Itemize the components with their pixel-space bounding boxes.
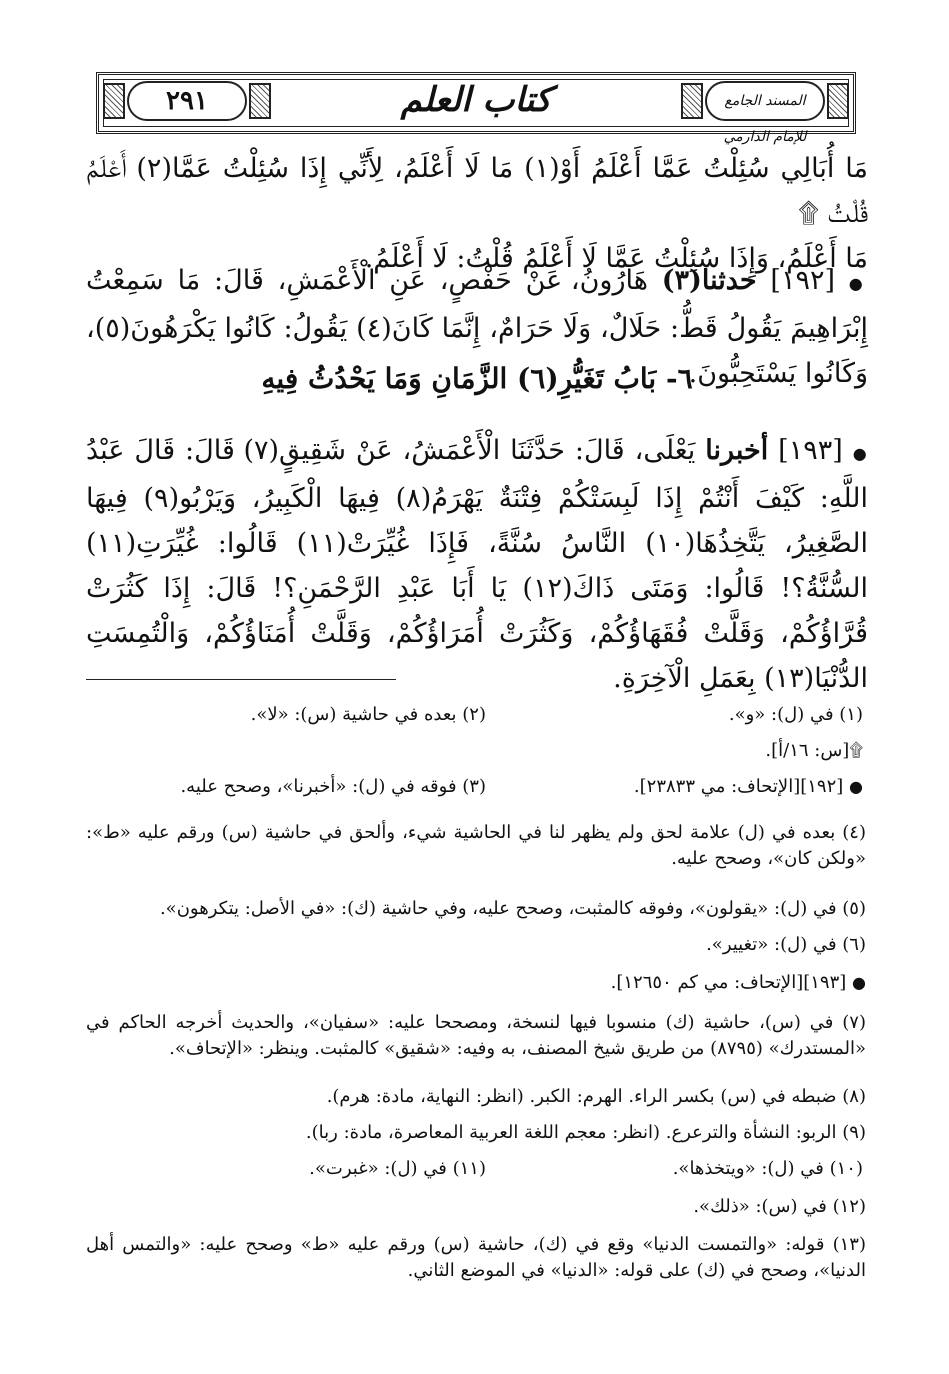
ornament-icon xyxy=(827,83,849,119)
publisher-seal: المسند الجامع للإمام الدارمي xyxy=(705,81,825,121)
ornament-icon xyxy=(681,83,703,119)
chain-verb: أخبرنا xyxy=(705,435,769,466)
footnote-2: (٢) بعده في حاشية (س): «لا». xyxy=(250,704,486,725)
page-header xyxy=(96,72,856,145)
hadith-number: [١٩٢] xyxy=(770,265,835,296)
footnote-13: (١٣) قوله: «والتمست الدنيا» وقع في (ك)، حاشية (س) ورقم عليه «ط» وصحح عليه: «والتمس أهل الدنيا»، وصحح في (ك) على قوله: «الدنيا» في الموضع الثاني. xyxy=(86,1234,866,1281)
chapter-heading: ٦- بَابُ تَغَيُّرِ(٦) الزَّمَانِ وَمَا يَحْدُثُ فِيهِ xyxy=(261,362,693,395)
text-line: مَا أَعْلَمُ، وَإِذَا سُئِلْتُ عَمَّا لَا أَعْلَمُ قُلْتُ: لَا أَعْلَمُ. xyxy=(364,243,868,274)
footnote-1: (١) في (ل): «و». xyxy=(728,704,863,725)
hadith-number: [١٩٣] xyxy=(778,435,843,466)
chain-verb: حدثنا(٣) xyxy=(661,265,757,296)
bullet-icon: ● xyxy=(852,444,868,463)
footnote-11: (١١) في (ل): «غبرت». xyxy=(309,1158,486,1179)
bullet-icon: ● xyxy=(848,274,868,293)
hadith-text: يَعْلَى، قَالَ: حَدَّثَنَا الْأَعْمَشُ، عَنْ شَقِيقٍ(٧) قَالَ: قَالَ عَبْدُ اللَّهِ: كَيْفَ أَنْتُمْ إِذَا لَبِسَتْكُمْ فِتْنَةٌ يَهْرَمُ(٨) فِيهَا الْكَبِيرُ، وَيَرْبُو(٩) فِيهَا الصَّغِيرُ، يَتَّخِذُهَا(١٠) النَّاسُ سُنَّةً، فَإِذَا غُيِّرَتْ(١١) قَالُوا: غُيِّرَتِ(١١) السُّنَّةُ؟! قَالُوا: وَمَتَى ذَاكَ(١٢) يَا أَبَا عَبْدِ الرَّحْمَنِ؟! قَالَ: إِذَا كَثُرَتْ قُرَّاؤُكُمْ، وَقَلَّتْ فُقَهَاؤُكُمْ، وَكَثُرَتْ أُمَرَاؤُكُمْ، وَقَلَّتْ أُمَنَاؤُكُمْ، وَالْتُمِسَتِ الدُّنْيَا(١٣) بِعَمَلِ الْآخِرَةِ. xyxy=(86,435,869,694)
footnote-5: (٥) في (ل): «يقولون»، وفوقه كالمثبت، وصحح عليه، وفي حاشية (ك): «في الأصل: يتكرهون». xyxy=(159,898,866,919)
footnote-3: (٣) فوقه في (ل): «أخبرنا»، وصحح عليه. xyxy=(180,776,486,797)
text-line: مَا أُبَالِي سُئِلْتُ عَمَّا أَعْلَمُ أَوْ(١) مَا لَا أَعْلَمُ، لِأَنِّي إِذَا سُئِلْتُ عَمَّا(٢) أَعْلَمُ قُلْتُ ۩ xyxy=(86,153,869,229)
footnote-6: (٦) في (ل): «تغيير». xyxy=(706,934,866,955)
footnote-separator xyxy=(86,679,396,680)
book-title: كتاب العلم xyxy=(400,80,552,120)
bullet-icon: ● xyxy=(852,973,866,992)
footnote-7: (٧) في (س)، حاشية (ك) منسوبا فيها لنسخة، ومصححا عليه: «سفيان»، والحديث أخرجه الحاكم في «المستدرك» (٨٧٩٥) من طريق شيخ المصنف، به وفيه: «شقيق» كالمثبت. وينظر: «الإتحاف». xyxy=(86,1012,866,1059)
ornament-icon xyxy=(103,83,125,119)
takhrij-193 xyxy=(86,970,866,996)
footnote-12: (١٢) في (س): «ذلك». xyxy=(693,1196,866,1217)
page-number: ٢٩١ xyxy=(127,81,247,121)
footnote-9: (٩) الربو: النشأة والترعرع. (انظر: معجم اللغة العربية المعاصرة، مادة: ربا). xyxy=(305,1122,866,1143)
hadith-text: هَارُونُ، عَنْ حَفْصٍ، عَنِ الْأَعْمَشِ، قَالَ: مَا سَمِعْتُ إِبْرَاهِيمَ يَقُولُ قَطُّ: حَلَالٌ، وَلَا حَرَامٌ، إِنَّمَا كَانَ(٤) يَقُولُ: كَانُوا يَكْرَهُونَ(٥)، وَكَانُوا يَسْتَحِبُّونَ. xyxy=(86,265,868,389)
hadith-193 xyxy=(86,428,868,701)
footnote-8: (٨) ضبطه في (س) بكسر الراء. الهرم: الكبر. (انظر: النهاية، مادة: هرم). xyxy=(326,1086,866,1107)
takhrij-192 xyxy=(533,774,863,800)
footnote-10: (١٠) في (ل): «ويتخذها». xyxy=(672,1158,863,1179)
bullet-icon: ● xyxy=(849,777,863,796)
takhrij-text: [١٩٢][الإتحاف: مي ٢٣٨٣٣]. xyxy=(633,776,844,797)
takhrij-text: [١٩٣][الإتحاف: مي كم ١٢٦٥٠]. xyxy=(610,972,847,993)
ornament-icon xyxy=(249,83,271,119)
footnote-4: (٤) بعده في (ل) علامة لحق ولم يظهر لنا في الحاشية شيء، وألحق في حاشية (س) ورقم عليه «ط»: «ولكن كان»، وصحح عليه. xyxy=(86,822,866,869)
folio-marker: ۩[س: ١٦/أ]. xyxy=(765,740,863,761)
